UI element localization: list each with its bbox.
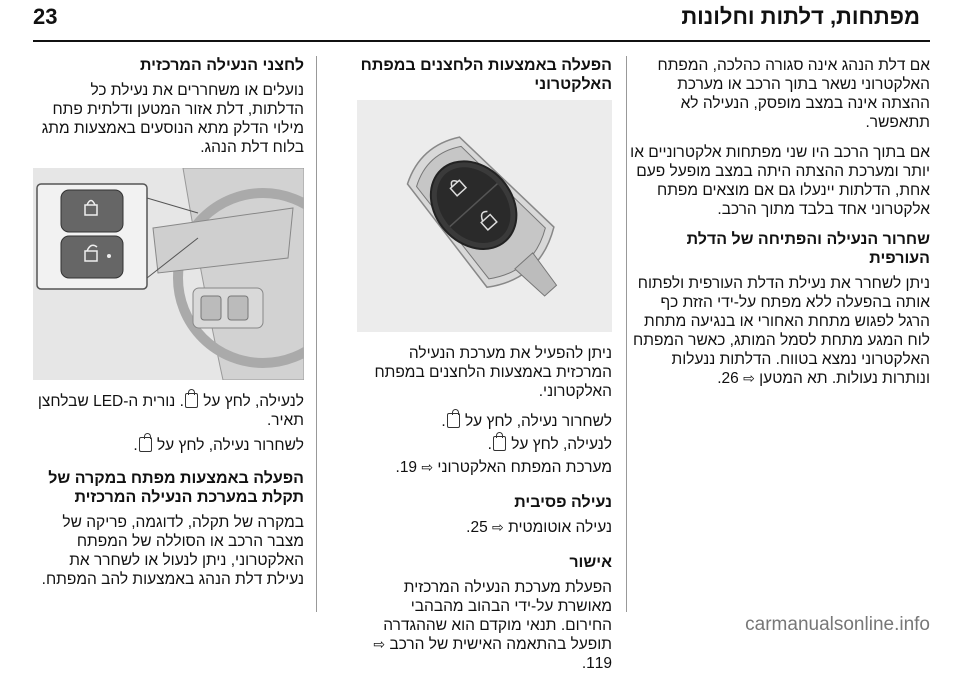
paragraph bbox=[33, 392, 304, 430]
paragraph: ניתן להפעיל את מערכת הנעילה המרכזית באמצעות הלחצנים במפתח האלקטרוני. bbox=[374, 345, 612, 400]
page-ref: 119 bbox=[586, 655, 612, 672]
paragraph: במקרה של תקלה, לדוגמה, פריקה של מצבר הרכב או הסוללה של המפתח האלקטרוני, ניתן לנעול או לשחרר את נעילת דלת הנהג באמצעות להב המפתח. bbox=[41, 514, 304, 588]
lock-instruction: לנעילה, לחץ על bbox=[511, 436, 612, 453]
unlock-icon bbox=[139, 437, 152, 452]
page-ref-icon: ⇨ bbox=[373, 636, 386, 652]
page-ref: 26 bbox=[721, 370, 739, 387]
column-left bbox=[33, 56, 304, 600]
paragraph: הפעלת מערכת הנעילה המרכזית מאושרת על-ידי הבהוב מהבהבי החירום. תנאי מוקדם הוא שההגדרה תופעל בהתאמה האישית של הרכב ⇨ 119. bbox=[373, 579, 612, 672]
paragraph: מערכת המפתח האלקטרוני ⇨ 19. bbox=[395, 459, 612, 476]
column-middle bbox=[357, 56, 612, 684]
page-number: 23 bbox=[33, 4, 58, 29]
header-rule bbox=[33, 40, 930, 42]
key-fob-illustration bbox=[357, 100, 612, 332]
section-heading: אישור bbox=[569, 554, 612, 571]
unlock-instruction: לשחרור נעילה, לחץ על bbox=[156, 437, 304, 454]
paragraph: אם דלת הנהג אינה סגורה כהלכה, המפתח האלקטרוני נשאר בתוך הרכב או מערכת ההצתה אינה במצב מופסק, הנעילה לא תתאפשר. bbox=[657, 57, 930, 131]
paragraph: נועלים או משחררים את נעילת כל הדלתות, דלת אזור המטען ודלתית פתח מילוי הדלק מתא הנוסעים באמצעות מתג בלוח דלת הנהג. bbox=[41, 82, 304, 156]
page-ref: 25 bbox=[470, 519, 488, 536]
door-switch-illustration bbox=[33, 168, 304, 380]
unlock-instruction: לשחרור נעילה, לחץ על bbox=[464, 413, 612, 430]
section-heading: הפעלה באמצעות הלחצנים במפתח האלקטרוני bbox=[360, 57, 612, 93]
page-ref-icon: ⇨ bbox=[421, 459, 434, 475]
section-heading: הפעלה באמצעות מפתח במקרה של תקלת במערכת הנעילה המרכזית bbox=[48, 470, 304, 506]
section-heading: לחצני הנעילה המרכזית bbox=[140, 57, 304, 74]
page-ref: 19 bbox=[399, 459, 418, 476]
section-heading: נעילה פסיבית bbox=[514, 494, 612, 511]
page-ref-icon: ⇨ bbox=[743, 370, 755, 386]
lock-instruction: לנעילה, לחץ על bbox=[203, 393, 304, 410]
paragraph-text: נעילה אוטומטית bbox=[508, 519, 612, 536]
paragraph-text: ניתן לשחרר את נעילת הדלת העורפית ולפתוח אותה בהפעלה ללא מפתח על-ידי הזזת כף הרגל לפגוש מתחת האחורי או בנגיעה מתחת לוח המגע מתחת לסמל המותג, כאשר המפתח האלקטרוני נמצא בטווח. הדלתות ננעלות ונותרות נעולות. תא המטען bbox=[633, 275, 930, 387]
watermark: carmanualsonline.info bbox=[745, 614, 930, 635]
unlock-icon bbox=[447, 413, 460, 428]
page-title: מפתחות, דלתות וחלונות bbox=[681, 4, 920, 29]
paragraph-text: מערכת המפתח האלקטרוני bbox=[437, 459, 612, 476]
paragraph-text: . נורית ה-LED שבלחצן תאיר. bbox=[37, 393, 304, 429]
section-heading: שחרור הנעילה והפתיחה של הדלת העורפית bbox=[686, 231, 930, 267]
paragraph-text: הפעלת מערכת הנעילה המרכזית מאושרת על-ידי הבהוב מהבהבי החירום. תנאי מוקדם הוא שההגדרה תופעל בהתאמה האישית של הרכב bbox=[383, 579, 612, 653]
paragraph: לשחרור נעילה, לחץ על . bbox=[441, 413, 612, 430]
paragraph: אם בתוך הרכב היו שני מפתחות אלקטרוניים או יותר ומערכת ההצתה היתה במצב מופעל פעם אחת, הדלתות יינעלו גם אם מוצאים מפתח אלקטרוני אחד בלבד מתוך הרכב. bbox=[630, 144, 930, 218]
column-right bbox=[630, 56, 930, 399]
paragraph: לנעילה, לחץ על . bbox=[487, 436, 612, 453]
lock-icon bbox=[493, 436, 506, 451]
paragraph: לשחרור נעילה, לחץ על . bbox=[133, 437, 304, 454]
paragraph: נעילה אוטומטית ⇨ 25. bbox=[466, 519, 612, 536]
column-divider bbox=[316, 56, 317, 612]
page-ref-icon: ⇨ bbox=[492, 519, 504, 535]
paragraph: ניתן לשחרר את נעילת הדלת העורפית ולפתוח אותה בהפעלה ללא מפתח על-ידי הזזת כף הרגל לפגוש מתחת האחורי או בנגיעה מתחת לוח המגע מתחת לסמל המותג, כאשר המפתח האלקטרוני נמצא בטווח. הדלתות ננעלות ונותרות נעולות. תא המטען ⇨ 26. bbox=[633, 275, 930, 387]
column-divider bbox=[626, 56, 627, 612]
lock-icon bbox=[185, 393, 198, 408]
